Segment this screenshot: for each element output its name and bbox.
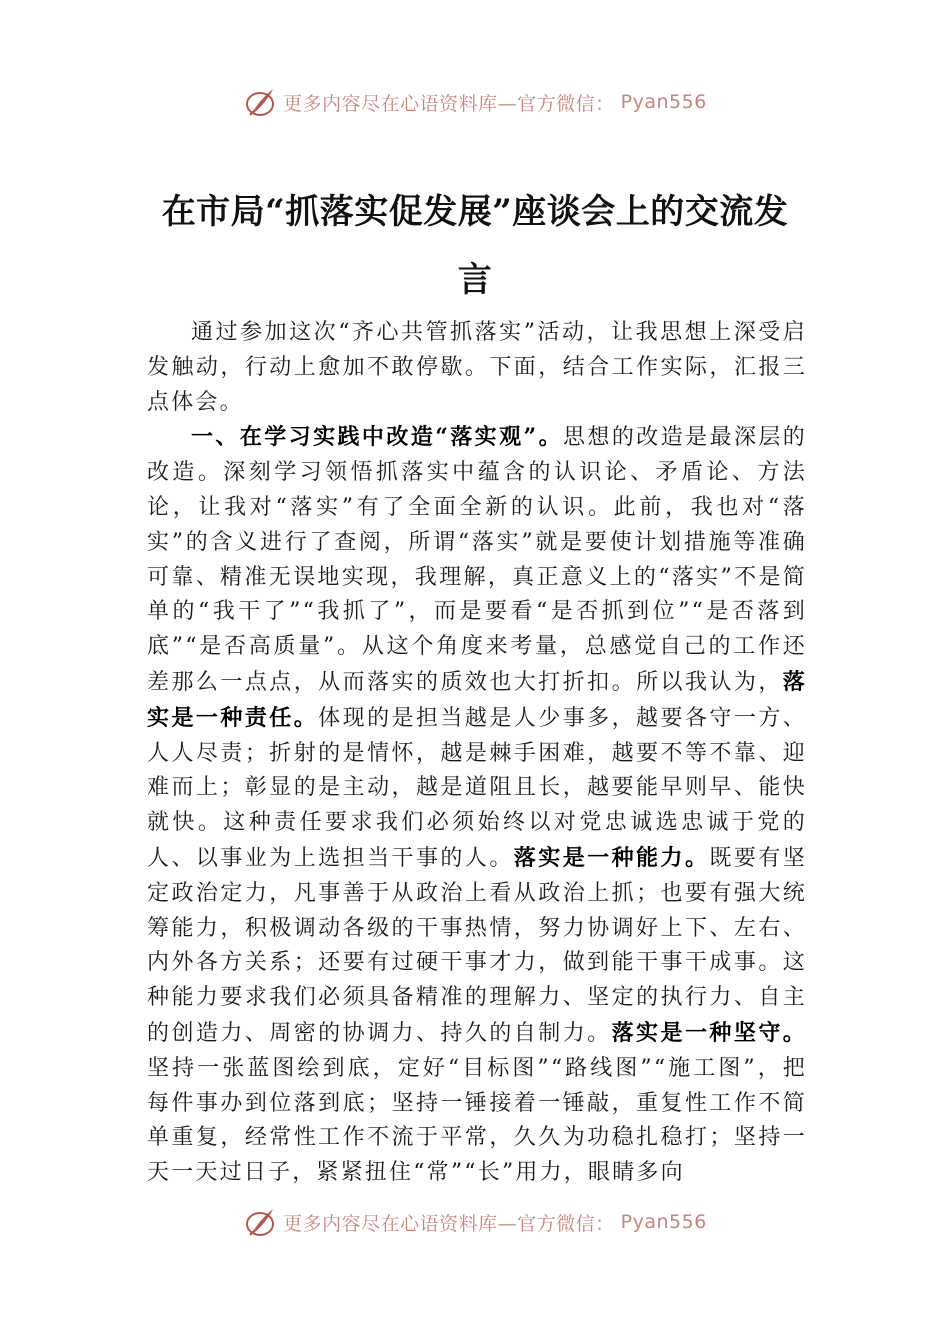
quill-pen-logo-icon (243, 85, 277, 119)
watermark-top (0, 80, 950, 124)
key-point-ability: 落实是一种能力。 (513, 844, 710, 871)
watermark-bottom (0, 1200, 950, 1244)
document-body (147, 316, 807, 1191)
watermark-contact: Pyan556 (620, 1211, 707, 1233)
section-one-paragraph (147, 420, 807, 1191)
section-one-text-1: 思想的改造是最深层的改造。深刻学习领悟抓落实中蕴含的认识论、矛盾论、方法论，让我对“落实”有了全面全新的认识。此前，我也对“落实”的含义进行了查阅，所谓“落实”就是要使计划措施等准确可靠、精准无误地实现，我理解，真正意义上的“落实”不是简单的“我干了”“我抓了”，而是要看“是否抓到位”“是否落到底”“是否高质量”。从这个角度来考量，总感觉自己的工作还差那么一点点，从而落实的质效也大打折扣。所以我认为， (147, 425, 807, 695)
page-title: 在市局“抓落实促发展”座谈会上的交流发言 (161, 192, 789, 300)
intro-paragraph: 通过参加这次“齐心共管抓落实”活动，让我思想上深受启发触动，行动上愈加不敢停歇。下面，结合工作实际，汇报三点体会。 (147, 320, 807, 415)
watermark-text: 更多内容尽在心语资料库—官方微信： (283, 92, 615, 115)
watermark-contact: Pyan556 (620, 91, 707, 113)
section-one-text-2: 体现的是担当越是人少事多，越要各守一方、人人尽责；折射的是情怀，越是棘手困难，越要不等不靠、迎难而上；彰显的是主动，越是道阻且长，越要能早则早、能快就快。这种责任要求我们必须始终以对党忠诚选忠诚于党的人、以事业为上选担当干事的人。 (147, 705, 807, 871)
section-one-text-3: 既要有坚定政治定力，凡事善于从政治上看从政治上抓；也要有强大统筹能力，积极调动各级的干事热情，努力协调好上下、左右、内外各方关系；还要有过硬干事才力，做到能干事干成事。这种能力要求我们必须具备精准的理解力、坚定的执行力、自主的创造力、周密的协调力、持久的自制力。 (147, 845, 807, 1046)
watermark-text: 更多内容尽在心语资料库—官方微信： (283, 1212, 615, 1235)
key-point-responsibility: 落实是一种责任。 (147, 668, 807, 731)
quill-pen-logo-icon (243, 1205, 277, 1239)
section-one-text-4: 坚持一张蓝图绘到底，定好“目标图”“路线图”“施工图”，把每件事办到位落到底；坚持一锤接着一锤敲，重复性工作不简单重复，经常性工作不流于平常，久久为功稳扎稳打；坚持一天一天过日子，紧紧扭住“常”“长”用力，眼睛多向 (147, 1055, 807, 1186)
section-one-heading: 一、在学习实践中改造“落实观”。 (191, 424, 564, 451)
key-point-persistence: 落实是一种坚守。 (611, 1019, 807, 1046)
